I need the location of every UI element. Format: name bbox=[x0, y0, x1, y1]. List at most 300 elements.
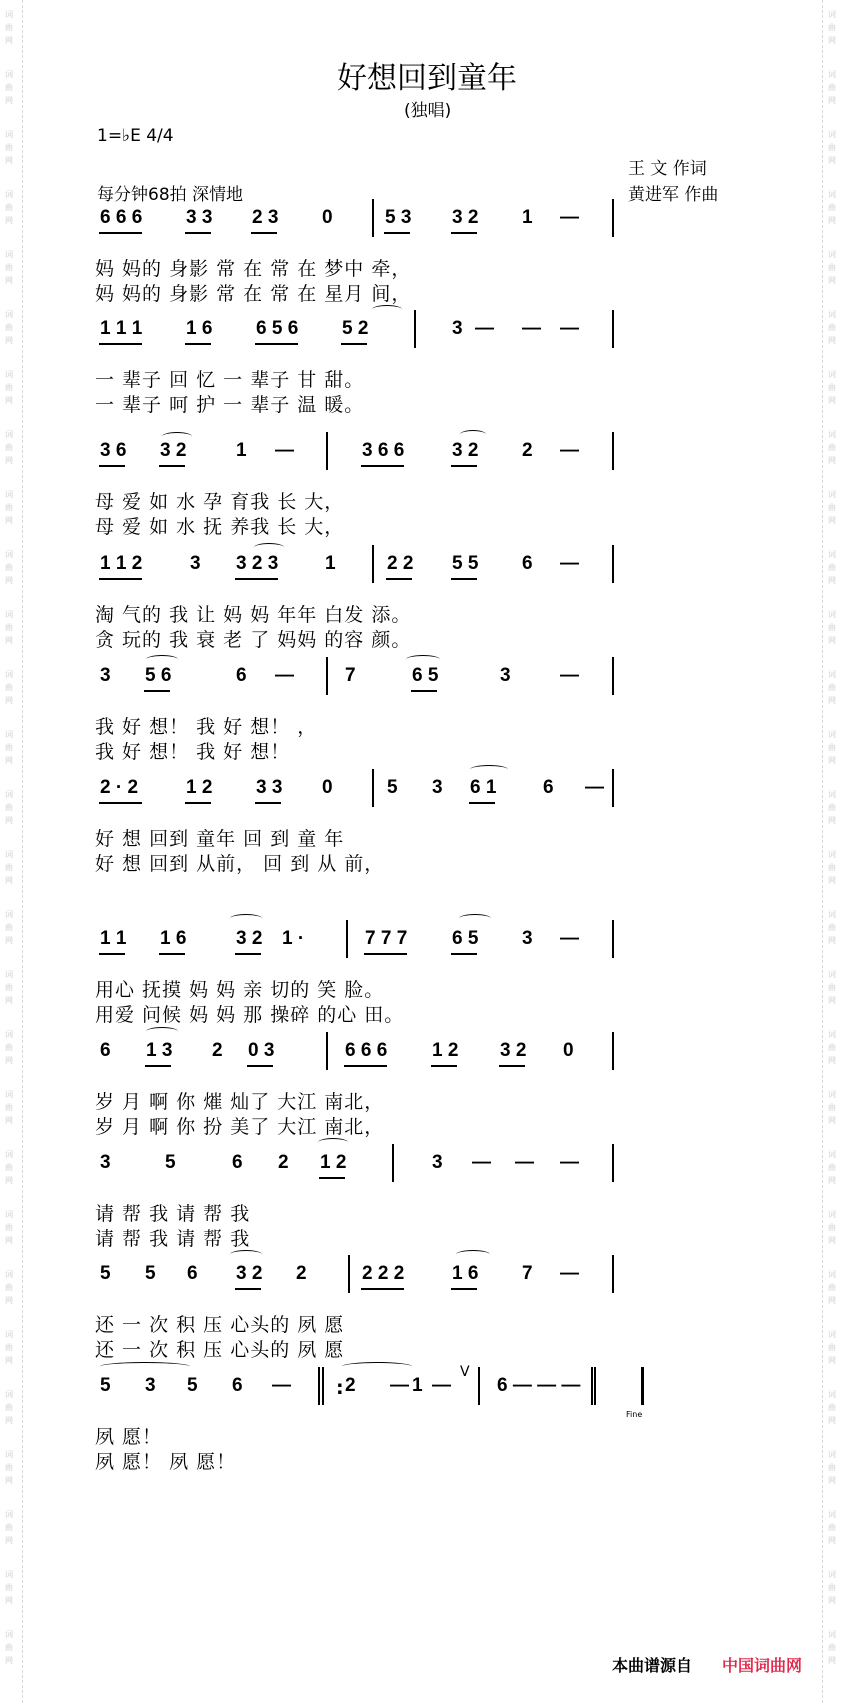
watermark-char: 曲 bbox=[5, 1163, 13, 1172]
watermark-char: 曲 bbox=[828, 1283, 836, 1292]
barline bbox=[612, 545, 614, 583]
watermark-char: 曲 bbox=[828, 263, 836, 272]
watermark-char: 曲 bbox=[5, 23, 13, 32]
note-group: 1 6 bbox=[452, 1263, 479, 1284]
watermark-char: 曲 bbox=[5, 1463, 13, 1472]
slur-tie bbox=[230, 1250, 262, 1259]
watermark-char: 网 bbox=[828, 36, 836, 45]
watermark-char: 曲 bbox=[5, 203, 13, 212]
watermark-char: 词 bbox=[5, 1450, 13, 1459]
barline bbox=[322, 1367, 324, 1405]
watermark-char: 网 bbox=[5, 156, 13, 165]
watermark-char: 词 bbox=[828, 1030, 836, 1039]
note-group: 3 bbox=[452, 318, 463, 339]
note-group: 1 1 2 bbox=[100, 553, 143, 574]
watermark-char: 网 bbox=[5, 576, 13, 585]
watermark-char: 网 bbox=[828, 276, 836, 285]
lyric-line-2: 岁 月 啊 你 扮 美了 大江 南北， bbox=[95, 1116, 385, 1138]
slur-tie bbox=[406, 655, 440, 664]
note-group: 1 2 bbox=[320, 1152, 347, 1173]
lyric-line-2: 我 好 想！ 我 好 想！ bbox=[95, 741, 291, 763]
watermark-char: 词 bbox=[828, 1210, 836, 1219]
note-group: 6 bbox=[187, 1263, 198, 1284]
watermark-char: 网 bbox=[828, 696, 836, 705]
note-group: — bbox=[522, 318, 541, 339]
song-title: 好想回到童年 bbox=[337, 61, 517, 96]
watermark-char: 词 bbox=[5, 970, 13, 979]
watermark-char: 词 bbox=[5, 310, 13, 319]
watermark-char: 词 bbox=[828, 610, 836, 619]
watermark-char: 网 bbox=[5, 276, 13, 285]
watermark-char: 曲 bbox=[828, 443, 836, 452]
watermark-char: 词 bbox=[5, 550, 13, 559]
beam-line bbox=[185, 802, 211, 804]
lyric-line-2: 夙 愿！ 夙 愿！ bbox=[95, 1451, 237, 1473]
note-group: 5 bbox=[387, 777, 398, 798]
lyric-line-1: 夙 愿！ bbox=[95, 1426, 163, 1448]
watermark-char: 曲 bbox=[5, 863, 13, 872]
beam-line bbox=[344, 1065, 387, 1067]
watermark-char: 曲 bbox=[5, 503, 13, 512]
barline bbox=[612, 199, 614, 237]
watermark-char: 曲 bbox=[5, 443, 13, 452]
watermark-char: 网 bbox=[828, 96, 836, 105]
beam-line bbox=[364, 953, 407, 955]
watermark-char: 曲 bbox=[828, 203, 836, 212]
note-group: — bbox=[390, 1375, 409, 1396]
watermark-char: 词 bbox=[5, 910, 13, 919]
note-group: 2 bbox=[278, 1152, 289, 1173]
watermark-char: 网 bbox=[5, 1476, 13, 1485]
watermark-char: 词 bbox=[5, 250, 13, 259]
note-group: 3 bbox=[432, 1152, 443, 1173]
slur-tie bbox=[146, 1027, 178, 1036]
watermark-char: 曲 bbox=[828, 803, 836, 812]
watermark-char: 词 bbox=[5, 1090, 13, 1099]
note-group: 5 bbox=[187, 1375, 198, 1396]
note-group: 3 bbox=[432, 777, 443, 798]
watermark-char: 曲 bbox=[5, 623, 13, 632]
watermark-char: 词 bbox=[828, 1450, 836, 1459]
watermark-char: 网 bbox=[5, 1116, 13, 1125]
beam-line bbox=[255, 343, 298, 345]
beam-line bbox=[469, 802, 495, 804]
watermark-char: 词 bbox=[828, 1390, 836, 1399]
note-group: 3 2 bbox=[452, 207, 479, 228]
note-group: 5 bbox=[100, 1263, 111, 1284]
note-group: — bbox=[560, 318, 579, 339]
watermark-char: 曲 bbox=[828, 323, 836, 332]
watermark-char: 曲 bbox=[5, 683, 13, 692]
lyric-line-2: 还 一 次 积 压 心头的 夙 愿 bbox=[95, 1339, 345, 1361]
barline bbox=[591, 1367, 593, 1405]
left-watermark-strip bbox=[0, 0, 23, 1703]
repeat-sign: : bbox=[336, 1377, 344, 1399]
watermark-char: 网 bbox=[5, 1236, 13, 1245]
watermark-char: 网 bbox=[828, 936, 836, 945]
note-group: 7 bbox=[522, 1263, 533, 1284]
barline bbox=[612, 657, 614, 695]
note-group: 0 bbox=[322, 777, 333, 798]
watermark-char: 网 bbox=[828, 156, 836, 165]
watermark-char: 词 bbox=[5, 190, 13, 199]
beam-line bbox=[247, 1065, 273, 1067]
tempo-marking: 每分钟68拍 深情地 bbox=[97, 185, 244, 205]
beam-line bbox=[159, 953, 185, 955]
note-group: 6 5 bbox=[452, 928, 479, 949]
watermark-char: 网 bbox=[828, 1236, 836, 1245]
watermark-char: 曲 bbox=[828, 623, 836, 632]
watermark-char: 词 bbox=[828, 1630, 836, 1639]
note-group: 2 bbox=[296, 1263, 307, 1284]
watermark-char: 网 bbox=[828, 456, 836, 465]
lyric-line-1: 一 辈子 回 忆 一 辈子 甘 甜。 bbox=[95, 369, 365, 391]
watermark-char: 词 bbox=[5, 1150, 13, 1159]
beam-line bbox=[451, 1288, 477, 1290]
watermark-char: 网 bbox=[5, 1416, 13, 1425]
lyric-line-2: 用爱 问候 妈 妈 那 操碎 的心 田。 bbox=[95, 1004, 405, 1026]
watermark-char: 词 bbox=[828, 70, 836, 79]
slur-tie bbox=[470, 765, 508, 774]
beam-line bbox=[99, 578, 142, 580]
note-group: 1 1 1 bbox=[100, 318, 143, 339]
note-group: 2 3 bbox=[252, 207, 279, 228]
note-group: 3 2 bbox=[236, 928, 263, 949]
watermark-char: 网 bbox=[828, 396, 836, 405]
beam-line bbox=[185, 232, 211, 234]
slur-tie bbox=[162, 432, 192, 441]
barline bbox=[612, 1144, 614, 1182]
beam-line bbox=[451, 465, 477, 467]
watermark-char: 词 bbox=[5, 1630, 13, 1639]
watermark-char: 网 bbox=[5, 636, 13, 645]
barline bbox=[326, 432, 328, 470]
note-group: — bbox=[515, 1152, 534, 1173]
source-site-link[interactable]: 中国词曲网 bbox=[722, 1656, 803, 1675]
watermark-char: 词 bbox=[828, 1150, 836, 1159]
source-label: 本曲谱源自 bbox=[612, 1656, 693, 1675]
lyric-line-2: 妈 妈的 身影 常 在 常 在 星月 间， bbox=[95, 283, 412, 305]
note-group: 6 6 6 bbox=[100, 207, 143, 228]
lyricist-credit: 王 文 作词 bbox=[628, 159, 707, 179]
slur-tie bbox=[342, 1362, 412, 1371]
lyric-line-1: 岁 月 啊 你 熣 灿了 大江 南北， bbox=[95, 1091, 385, 1113]
note-group: — bbox=[560, 207, 579, 228]
watermark-char: 词 bbox=[828, 850, 836, 859]
beam-line bbox=[431, 1065, 457, 1067]
watermark-char: 网 bbox=[5, 756, 13, 765]
beam-line bbox=[159, 465, 185, 467]
watermark-char: 曲 bbox=[5, 563, 13, 572]
slur-tie bbox=[459, 914, 491, 923]
song-subtitle: (独唱) bbox=[404, 101, 452, 121]
fine-marking: Fine bbox=[626, 1410, 643, 1419]
watermark-char: 网 bbox=[5, 816, 13, 825]
beam-line bbox=[255, 802, 281, 804]
barline bbox=[372, 545, 374, 583]
barline bbox=[414, 310, 416, 348]
watermark-char: 曲 bbox=[5, 1103, 13, 1112]
note-group: 6 bbox=[232, 1375, 243, 1396]
watermark-char: 曲 bbox=[5, 743, 13, 752]
note-group: 6 — — — bbox=[497, 1375, 581, 1396]
lyric-line-1: 淘 气的 我 让 妈 妈 年年 白发 添。 bbox=[95, 604, 412, 626]
watermark-char: 网 bbox=[5, 1356, 13, 1365]
note-group: — bbox=[275, 665, 294, 686]
watermark-char: 词 bbox=[828, 1510, 836, 1519]
note-group: 1 bbox=[325, 553, 336, 574]
barline bbox=[372, 769, 374, 807]
note-group: 5 3 bbox=[385, 207, 412, 228]
barline bbox=[612, 1032, 614, 1070]
beam-line bbox=[386, 578, 412, 580]
watermark-char: 曲 bbox=[5, 1043, 13, 1052]
watermark-char: 曲 bbox=[828, 83, 836, 92]
slur-tie bbox=[460, 430, 486, 439]
watermark-char: 网 bbox=[828, 1416, 836, 1425]
watermark-char: 曲 bbox=[5, 1583, 13, 1592]
beam-line bbox=[99, 232, 142, 234]
watermark-char: 词 bbox=[5, 790, 13, 799]
watermark-char: 词 bbox=[828, 910, 836, 919]
beam-line bbox=[99, 343, 142, 345]
lyric-line-1: 妈 妈的 身影 常 在 常 在 梦中 牵， bbox=[95, 258, 412, 280]
note-group: — bbox=[585, 777, 604, 798]
barline bbox=[392, 1144, 394, 1182]
watermark-char: 词 bbox=[828, 970, 836, 979]
note-group: 3 3 bbox=[186, 207, 213, 228]
watermark-char: 网 bbox=[828, 1536, 836, 1545]
lyric-line-1: 我 好 想！ 我 好 想！ ， bbox=[95, 716, 318, 738]
note-group: 0 bbox=[563, 1040, 574, 1061]
watermark-char: 词 bbox=[5, 1510, 13, 1519]
watermark-char: 词 bbox=[828, 130, 836, 139]
slur-tie bbox=[456, 1250, 490, 1259]
watermark-char: 网 bbox=[5, 876, 13, 885]
watermark-char: 曲 bbox=[828, 1403, 836, 1412]
watermark-char: 网 bbox=[5, 1656, 13, 1665]
barline bbox=[318, 1367, 320, 1405]
watermark-char: 网 bbox=[5, 456, 13, 465]
note-group: 6 1 bbox=[470, 777, 497, 798]
watermark-char: 网 bbox=[5, 96, 13, 105]
note-group: 3 6 bbox=[100, 440, 127, 461]
note-group: 2 · 2 bbox=[100, 777, 139, 798]
note-group: 6 5 6 bbox=[256, 318, 299, 339]
note-group: — bbox=[472, 1152, 491, 1173]
note-group: 3 bbox=[500, 665, 511, 686]
watermark-char: 曲 bbox=[828, 1343, 836, 1352]
note-group: 1 bbox=[412, 1375, 423, 1396]
note-group: 5 6 bbox=[145, 665, 172, 686]
watermark-char: 网 bbox=[5, 996, 13, 1005]
watermark-char: 网 bbox=[828, 816, 836, 825]
note-group: 6 bbox=[543, 777, 554, 798]
watermark-char: 词 bbox=[828, 1270, 836, 1279]
barline bbox=[612, 1255, 614, 1293]
note-group: 3 3 bbox=[256, 777, 283, 798]
barline bbox=[612, 769, 614, 807]
watermark-char: 词 bbox=[828, 370, 836, 379]
key-time-signature: 1=♭E 4/4 bbox=[97, 126, 174, 146]
note-group: 1 bbox=[522, 207, 533, 228]
watermark-char: 词 bbox=[5, 730, 13, 739]
watermark-char: 网 bbox=[5, 936, 13, 945]
slur-tie bbox=[318, 1138, 348, 1147]
watermark-char: 词 bbox=[5, 70, 13, 79]
note-group: — bbox=[560, 1263, 579, 1284]
watermark-char: 曲 bbox=[828, 983, 836, 992]
watermark-char: 曲 bbox=[828, 1163, 836, 1172]
note-group: 6 bbox=[522, 553, 533, 574]
watermark-char: 网 bbox=[828, 1356, 836, 1365]
note-group: — bbox=[560, 665, 579, 686]
note-group: 3 2 bbox=[500, 1040, 527, 1061]
watermark-char: 曲 bbox=[5, 1343, 13, 1352]
note-group: 1 3 bbox=[146, 1040, 173, 1061]
watermark-char: 曲 bbox=[5, 1403, 13, 1412]
note-group: 6 bbox=[236, 665, 247, 686]
slur-tie bbox=[100, 1362, 190, 1371]
barline bbox=[348, 1255, 350, 1293]
watermark-char: 网 bbox=[828, 336, 836, 345]
watermark-char: 曲 bbox=[5, 923, 13, 932]
watermark-char: 曲 bbox=[5, 383, 13, 392]
watermark-char: 曲 bbox=[828, 1523, 836, 1532]
watermark-char: 词 bbox=[5, 1390, 13, 1399]
lyric-line-2: 一 辈子 呵 护 一 辈子 温 暖。 bbox=[95, 394, 365, 416]
note-group: — bbox=[275, 440, 294, 461]
beam-line bbox=[235, 1288, 261, 1290]
watermark-char: 网 bbox=[828, 1056, 836, 1065]
note-group: 5 5 bbox=[452, 553, 479, 574]
beam-line bbox=[499, 1065, 525, 1067]
watermark-char: 词 bbox=[828, 790, 836, 799]
note-group: 6 6 6 bbox=[345, 1040, 388, 1061]
watermark-char: 词 bbox=[5, 1330, 13, 1339]
beam-line bbox=[99, 802, 142, 804]
watermark-char: 网 bbox=[5, 336, 13, 345]
watermark-char: 曲 bbox=[828, 23, 836, 32]
note-group: 1 6 bbox=[186, 318, 213, 339]
watermark-char: 词 bbox=[5, 610, 13, 619]
watermark-char: 网 bbox=[828, 1596, 836, 1605]
watermark-char: 词 bbox=[5, 490, 13, 499]
beam-line bbox=[384, 232, 410, 234]
note-group: 3 2 3 bbox=[236, 553, 279, 574]
note-group: — bbox=[475, 318, 494, 339]
lyric-line-2: 母 爱 如 水 抚 养我 长 大， bbox=[95, 516, 345, 538]
watermark-char: 曲 bbox=[5, 1643, 13, 1652]
watermark-char: 曲 bbox=[5, 1283, 13, 1292]
note-group: 3 bbox=[145, 1375, 156, 1396]
watermark-char: 词 bbox=[828, 670, 836, 679]
watermark-char: 曲 bbox=[828, 1223, 836, 1232]
watermark-char: 网 bbox=[5, 516, 13, 525]
note-group: 5 2 bbox=[342, 318, 369, 339]
watermark-char: 曲 bbox=[5, 263, 13, 272]
note-group: 7 bbox=[345, 665, 356, 686]
beam-line bbox=[451, 578, 477, 580]
note-group: 2 bbox=[345, 1375, 356, 1396]
note-group: — bbox=[560, 928, 579, 949]
note-group: 5 bbox=[165, 1152, 176, 1173]
watermark-char: 曲 bbox=[828, 923, 836, 932]
note-group: 1 · bbox=[282, 928, 305, 949]
note-group: 6 bbox=[232, 1152, 243, 1173]
watermark-char: 曲 bbox=[828, 1043, 836, 1052]
watermark-char: 网 bbox=[828, 756, 836, 765]
watermark-char: 词 bbox=[5, 430, 13, 439]
watermark-char: 曲 bbox=[5, 1523, 13, 1532]
watermark-char: 词 bbox=[828, 1570, 836, 1579]
beam-line bbox=[185, 343, 211, 345]
watermark-char: 网 bbox=[5, 1056, 13, 1065]
watermark-char: 曲 bbox=[828, 1103, 836, 1112]
watermark-char: 网 bbox=[828, 1116, 836, 1125]
watermark-char: 词 bbox=[828, 490, 836, 499]
watermark-char: 词 bbox=[828, 550, 836, 559]
watermark-char: 曲 bbox=[828, 1463, 836, 1472]
watermark-char: 词 bbox=[828, 310, 836, 319]
watermark-char: 词 bbox=[828, 730, 836, 739]
watermark-char: 网 bbox=[828, 1476, 836, 1485]
note-group: 3 bbox=[522, 928, 533, 949]
watermark-char: 词 bbox=[828, 1330, 836, 1339]
watermark-char: 词 bbox=[828, 250, 836, 259]
note-group: 3 2 bbox=[452, 440, 479, 461]
beam-line bbox=[145, 1065, 171, 1067]
watermark-char: 曲 bbox=[5, 983, 13, 992]
note-group: 3 6 6 bbox=[362, 440, 405, 461]
watermark-char: 网 bbox=[5, 216, 13, 225]
beam-line bbox=[451, 232, 477, 234]
note-group: 3 2 bbox=[236, 1263, 263, 1284]
watermark-char: 网 bbox=[5, 396, 13, 405]
lyric-line-2: 贪 玩的 我 衰 老 了 妈妈 的容 颜。 bbox=[95, 629, 412, 651]
watermark-char: 词 bbox=[5, 10, 13, 19]
watermark-char: 网 bbox=[5, 696, 13, 705]
watermark-char: 曲 bbox=[828, 683, 836, 692]
beam-line bbox=[251, 232, 277, 234]
note-group: 0 3 bbox=[248, 1040, 275, 1061]
beam-line bbox=[361, 1288, 404, 1290]
barline bbox=[478, 1367, 480, 1405]
lyric-line-2: 请 帮 我 请 帮 我 bbox=[95, 1228, 251, 1250]
lyric-line-1: 请 帮 我 请 帮 我 bbox=[95, 1203, 251, 1225]
beam-line bbox=[99, 953, 125, 955]
note-group: — bbox=[560, 440, 579, 461]
slur-tie bbox=[372, 305, 402, 314]
note-group: — bbox=[560, 1152, 579, 1173]
note-group: 7 7 7 bbox=[365, 928, 408, 949]
note-group: 1 bbox=[236, 440, 247, 461]
beam-line bbox=[361, 465, 404, 467]
watermark-char: 曲 bbox=[828, 863, 836, 872]
watermark-char: 曲 bbox=[828, 1583, 836, 1592]
note-group: — bbox=[432, 1375, 451, 1396]
barline bbox=[612, 920, 614, 958]
watermark-char: 曲 bbox=[5, 143, 13, 152]
watermark-char: 词 bbox=[828, 10, 836, 19]
note-group: — bbox=[272, 1375, 291, 1396]
lyric-line-2: 好 想 回到 从前， 回 到 从 前， bbox=[95, 853, 385, 875]
barline bbox=[346, 920, 348, 958]
watermark-char: 曲 bbox=[828, 503, 836, 512]
note-group: — bbox=[560, 553, 579, 574]
watermark-char: 曲 bbox=[5, 83, 13, 92]
note-group: 3 2 bbox=[160, 440, 187, 461]
